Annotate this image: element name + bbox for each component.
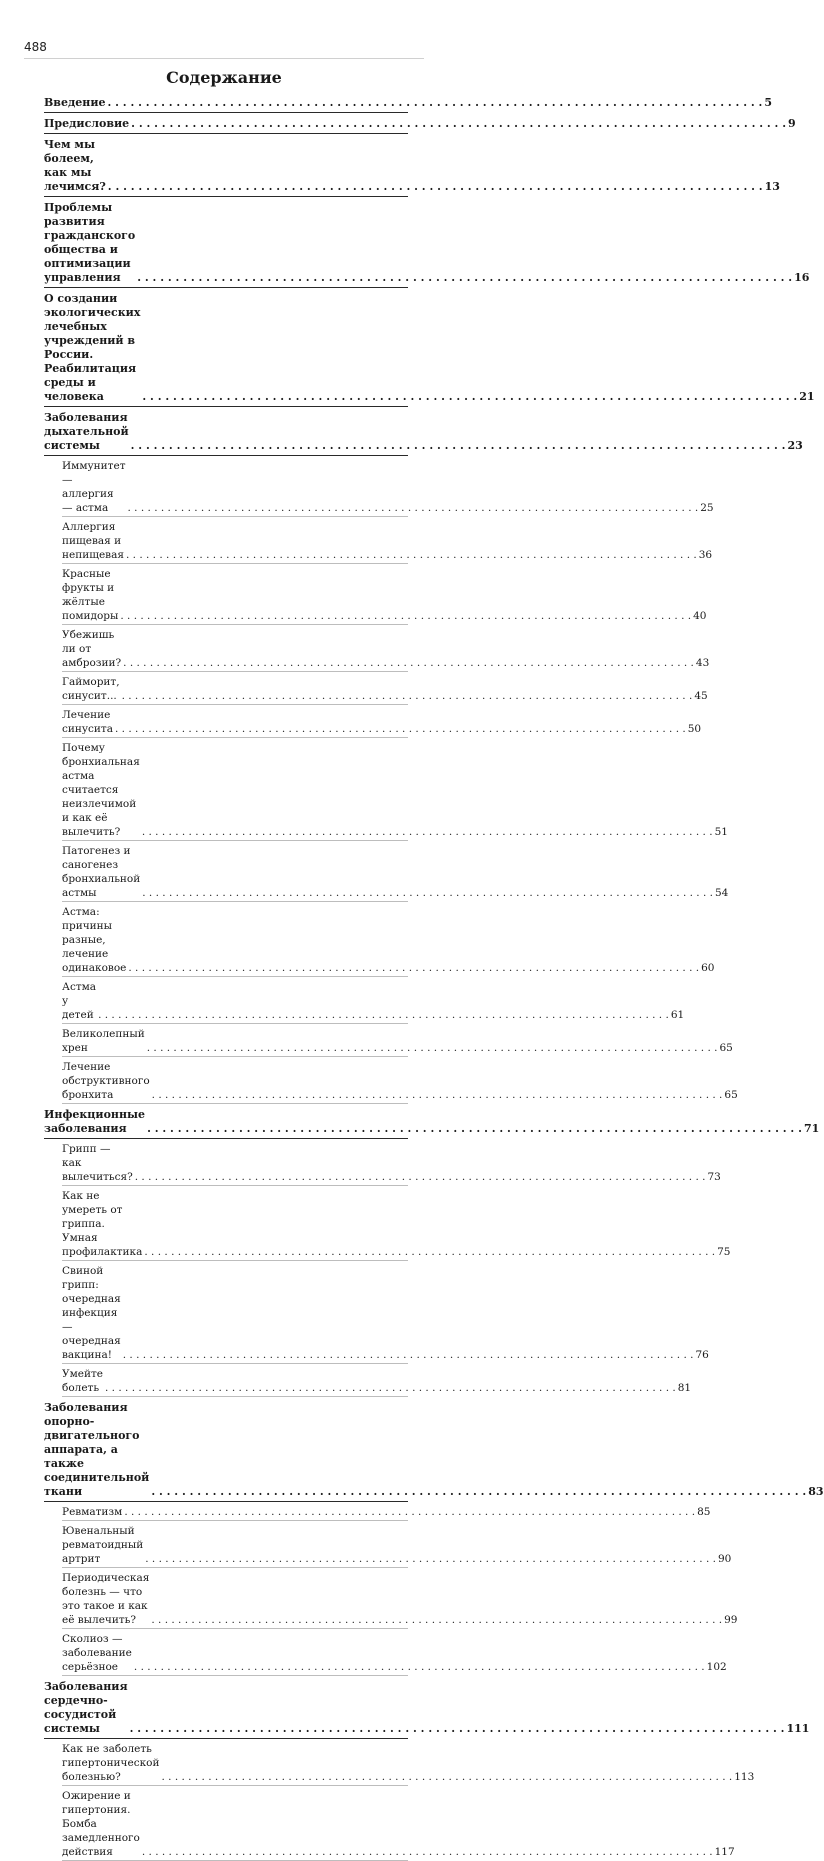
toc-page-number: 36	[698, 549, 713, 561]
toc-dot-leader	[105, 1381, 676, 1395]
toc-entry-title: Сколиоз — заболевание серьёзное	[62, 1633, 132, 1673]
toc-entry-title: Почему бронхиальная астма считается неизлечимой и как её вылечить?	[62, 742, 140, 838]
toc-page-number: 83	[808, 1485, 824, 1498]
toc-section-entry[interactable]	[44, 96, 773, 110]
toc-subsection-entry[interactable]	[44, 1139, 721, 1185]
toc-page-number: 60	[701, 962, 715, 974]
toc-section-entry[interactable]	[44, 292, 815, 404]
toc-entry-title: Аллергия пищевая и непищевая	[62, 521, 124, 561]
toc-entry-title: Чем мы болеем, как мы лечимся?	[44, 138, 106, 193]
toc-dot-leader	[145, 1552, 716, 1566]
toc-page-number: 54	[715, 887, 729, 899]
section-divider	[44, 196, 408, 197]
toc-page-number: 76	[695, 1349, 709, 1361]
toc-dot-leader	[115, 722, 686, 736]
toc-entry-title: Ожирение и гипертония. Бомба замедленного действия	[62, 1790, 140, 1858]
toc-entry-title: Ревматизм	[62, 1506, 123, 1518]
toc-section-entry[interactable]	[44, 1401, 824, 1499]
toc-entry-title: Как не умереть от гриппа. Умная профилактика	[62, 1190, 143, 1258]
toc-entry-title: Как не заболеть гипертонической болезнью?	[62, 1743, 160, 1783]
toc-entry-title: Инфекционные заболевания	[44, 1108, 146, 1135]
toc-entry-title: Великолепный хрен	[62, 1028, 145, 1054]
toc-entry-title: Проблемы развития гражданского общества и оптимизации управления	[44, 201, 136, 284]
toc-dot-leader	[135, 1170, 706, 1184]
toc-subsection-entry[interactable]	[44, 456, 714, 516]
toc-dot-leader	[130, 1722, 785, 1736]
toc-page-number: 75	[717, 1246, 731, 1258]
toc-entry-title: Астма у детей	[62, 981, 97, 1021]
toc-page-number: 71	[803, 1122, 820, 1135]
toc-dot-leader	[126, 548, 697, 562]
toc-page-number: 99	[724, 1614, 738, 1626]
toc-dot-leader	[122, 689, 693, 703]
toc-dot-leader	[124, 1505, 695, 1519]
toc-entry-title: Введение	[44, 96, 106, 109]
toc-entry-title: Лечение синусита	[62, 709, 114, 735]
toc-subsection-entry[interactable]	[44, 705, 702, 737]
toc-page-number: 102	[706, 1661, 727, 1673]
toc-subsection-entry[interactable]	[44, 1568, 738, 1628]
toc-subsection-entry[interactable]	[44, 1786, 735, 1860]
toc-dot-leader	[161, 1770, 732, 1784]
subsection-divider	[62, 1396, 408, 1397]
toc-dot-leader	[144, 1245, 715, 1259]
subsection-divider	[62, 1675, 408, 1676]
toc-subsection-entry[interactable]	[44, 672, 708, 704]
table-of-contents	[44, 92, 824, 1861]
toc-page-number: 40	[693, 610, 707, 622]
toc-entry-title: Гайморит, синусит...	[62, 676, 120, 702]
toc-entry-title: Заболевания сердечно-сосудистой системы	[44, 1680, 128, 1735]
toc-subsection-entry[interactable]	[44, 841, 729, 901]
toc-dot-leader	[142, 886, 713, 900]
toc-page-number: 113	[734, 1771, 755, 1783]
toc-subsection-entry[interactable]	[44, 1739, 755, 1785]
toc-subsection-entry[interactable]	[44, 1502, 711, 1520]
toc-page-number: 5	[764, 96, 773, 109]
toc-page-number: 13	[764, 180, 780, 193]
toc-dot-leader	[123, 1348, 694, 1362]
section-divider	[44, 406, 408, 407]
toc-page-number: 45	[694, 690, 708, 702]
toc-entry-title: Астма: причины разные, лечение одинаковое	[62, 906, 127, 974]
header-divider	[24, 58, 424, 59]
toc-dot-leader	[142, 825, 713, 839]
toc-entry-title: Умейте болеть	[62, 1368, 103, 1394]
toc-dot-leader	[131, 117, 786, 131]
toc-subsection-entry[interactable]	[44, 1186, 731, 1260]
page-number: 488	[24, 40, 47, 54]
toc-dot-leader	[98, 1008, 669, 1022]
toc-entry-title: Патогенез и саногенез бронхиальной астмы	[62, 845, 141, 899]
toc-section-entry[interactable]	[44, 117, 796, 131]
toc-dot-leader	[137, 271, 792, 285]
toc-entry-title: Заболевания опорно-двигательного аппарата, а также соединительной ткани	[44, 1401, 150, 1498]
toc-page-number: 16	[794, 271, 810, 284]
toc-page-number: 65	[719, 1042, 733, 1054]
toc-section-entry[interactable]	[44, 1680, 810, 1736]
toc-page-number: 21	[799, 390, 815, 403]
toc-page-number: 23	[787, 439, 803, 452]
toc-dot-leader	[147, 1122, 802, 1136]
toc-dot-leader	[128, 961, 699, 975]
toc-dot-leader	[142, 390, 797, 404]
section-divider	[44, 112, 408, 113]
toc-subsection-entry[interactable]	[44, 1261, 709, 1363]
toc-page-number: 81	[677, 1382, 692, 1394]
toc-entry-title: Убежишь ли от амброзии?	[62, 629, 122, 669]
toc-entry-title: Ювенальный ревматоидный артрит	[62, 1525, 144, 1565]
toc-subsection-entry[interactable]	[44, 1024, 733, 1056]
toc-subsection-entry[interactable]	[44, 738, 728, 840]
toc-entry-title: Лечение обструктивного бронхита	[62, 1061, 150, 1101]
toc-dot-leader	[147, 1041, 718, 1055]
toc-page-number: 43	[695, 657, 710, 669]
toc-subsection-entry[interactable]	[44, 977, 685, 1023]
toc-entry-title: Периодическая болезнь — что это такое и как её вылечить?	[62, 1572, 150, 1626]
toc-page-number: 117	[714, 1846, 735, 1858]
toc-entry-title: Предисловие	[44, 117, 130, 130]
toc-page-number: 25	[700, 502, 714, 514]
toc-dot-leader	[151, 1485, 806, 1499]
toc-dot-leader	[151, 1613, 722, 1627]
subsection-divider	[62, 1103, 408, 1104]
toc-entry-title: Иммунитет — аллергия — астма	[62, 460, 126, 514]
toc-dot-leader	[108, 180, 763, 194]
toc-page-number: 90	[717, 1553, 732, 1565]
toc-subsection-entry[interactable]	[44, 902, 715, 976]
toc-dot-leader	[134, 1660, 705, 1674]
toc-dot-leader	[128, 501, 699, 515]
toc-subsection-entry[interactable]	[44, 1629, 727, 1675]
toc-section-entry[interactable]	[44, 1108, 820, 1136]
toc-page-number: 9	[788, 117, 796, 130]
toc-entry-title: Заболевания дыхательной системы	[44, 411, 129, 452]
toc-subsection-entry[interactable]	[44, 1364, 692, 1396]
section-divider	[44, 133, 408, 134]
toc-dot-leader	[123, 656, 694, 670]
toc-page-number: 73	[707, 1171, 721, 1183]
toc-subsection-entry[interactable]	[44, 1521, 732, 1567]
toc-entry-title: О создании экологических лечебных учреждений в России. Реабилитация среды и человека	[44, 292, 141, 403]
toc-page-number: 61	[670, 1009, 685, 1021]
toc-dot-leader	[152, 1088, 723, 1102]
toc-dot-leader	[107, 96, 762, 110]
section-divider	[44, 287, 408, 288]
toc-page-number: 85	[697, 1506, 711, 1518]
toc-subsection-entry[interactable]	[44, 1057, 738, 1103]
toc-entry-title: Свиной грипп: очередная инфекция — очередная вакцина!	[62, 1265, 121, 1361]
toc-section-entry[interactable]	[44, 201, 810, 285]
toc-subsection-entry[interactable]	[44, 517, 713, 563]
toc-dot-leader	[131, 439, 786, 453]
toc-section-entry[interactable]	[44, 411, 803, 453]
toc-page-number: 111	[786, 1722, 810, 1735]
toc-entry-title: Грипп — как вылечиться?	[62, 1143, 133, 1183]
toc-entry-title: Красные фрукты и жёлтые помидоры	[62, 568, 119, 622]
toc-subsection-entry[interactable]	[44, 625, 710, 671]
toc-page-number: 50	[687, 723, 702, 735]
toc-page-number: 65	[724, 1089, 738, 1101]
toc-dot-leader	[142, 1845, 713, 1859]
toc-page-number: 51	[714, 826, 728, 838]
toc-section-entry[interactable]	[44, 138, 780, 194]
toc-dot-leader	[120, 609, 691, 623]
page-title: Содержание	[166, 68, 282, 87]
toc-subsection-entry[interactable]	[44, 564, 707, 624]
